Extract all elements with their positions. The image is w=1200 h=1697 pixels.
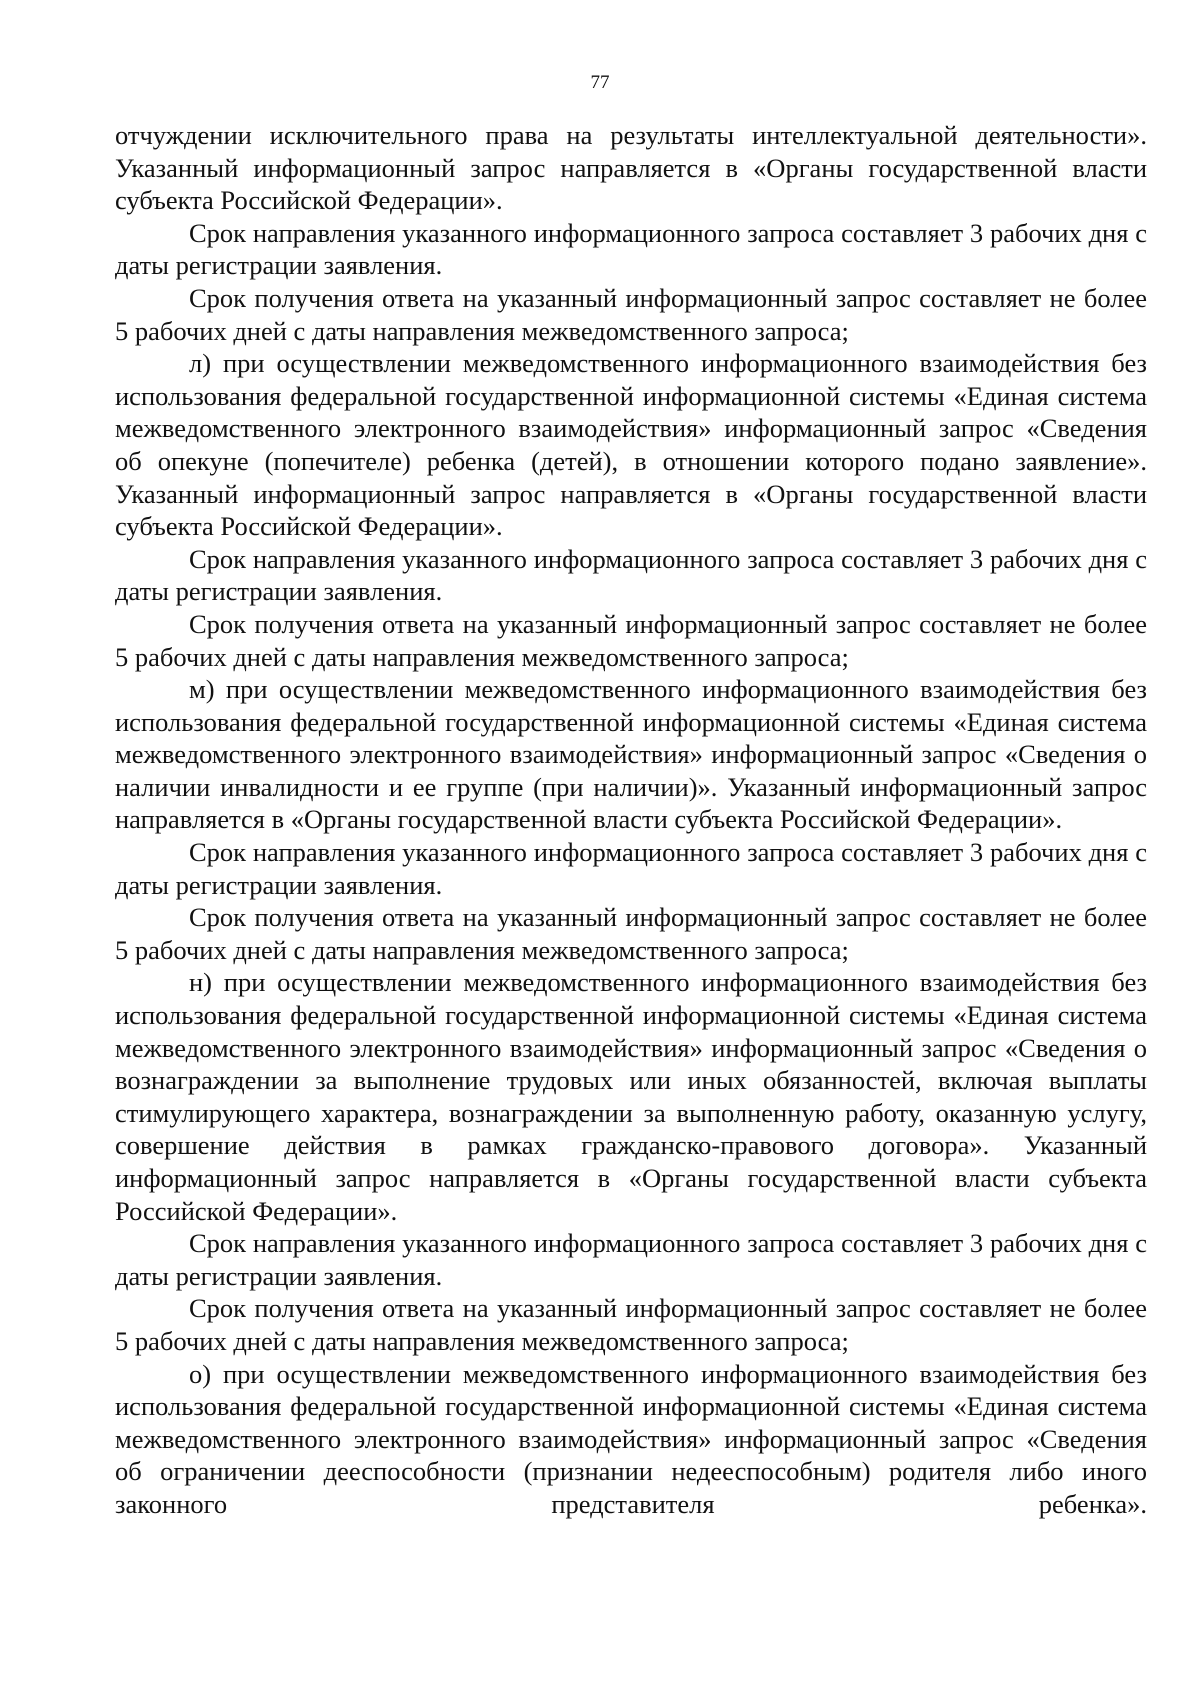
paragraph-item-o: о) при осуществлении межведомственного информационного взаимодействия без использования федеральной государственной информационной системы «Единая система межведомственного электронного взаимодействия» информационный запрос «Сведения об ограничении дееспособности (признании недееспособным) родителя либо иного законного представителя ребенка». <box>115 1358 1147 1519</box>
page-number: 77 <box>590 72 610 93</box>
paragraph-request-deadline: Срок направления указанного информационного запроса составляет 3 рабочих дня с даты регистрации заявления. <box>115 543 1147 607</box>
paragraph-request-deadline: Срок направления указанного информационного запроса составляет 3 рабочих дня с даты регистрации заявления. <box>115 217 1147 281</box>
paragraph-response-deadline: Срок получения ответа на указанный информационный запрос составляет не более 5 рабочих дней с даты направления межведомственного запроса; <box>115 608 1147 672</box>
paragraph-continuation: отчуждении исключительного права на результаты интеллектуальной деятельности». Указанный информационный запрос направляется в «Органы государственной власти субъекта Российской Федерации». <box>115 120 1147 216</box>
paragraph-request-deadline: Срок направления указанного информационного запроса составляет 3 рабочих дня с даты регистрации заявления. <box>115 1228 1147 1291</box>
paragraph-request-deadline: Срок направления указанного информационного запроса составляет 3 рабочих дня с даты регистрации заявления. <box>115 837 1147 900</box>
paragraph-item-l: л) при осуществлении межведомственного информационного взаимодействия без использования федеральной государственной информационной системы «Единая система межведомственного электронного взаимодействия» информационный запрос «Сведения об опекуне (попечителе) ребенка (детей), в отношении которого подано заявление». Указанный информационный запрос направляется в «Органы государственной власти субъекта Российской Федерации». <box>115 348 1147 542</box>
paragraph-response-deadline: Срок получения ответа на указанный информационный запрос составляет не более 5 рабочих дней с даты направления межведомственного запроса; <box>115 282 1147 346</box>
paragraph-item-m: м) при осуществлении межведомственного информационного взаимодействия без использования федеральной государственной информационной системы «Единая система межведомственного электронного взаимодействия» информационный запрос «Сведения о наличии инвалидности и ее группе (при наличии)». Указанный информационный запрос направляется в «Органы государственной власти субъекта Российской Федерации». <box>115 674 1147 835</box>
paragraph-response-deadline: Срок получения ответа на указанный информационный запрос составляет не более 5 рабочих дней с даты направления межведомственного запроса; <box>115 902 1147 965</box>
document-body <box>115 119 1147 1521</box>
paragraph-item-n: н) при осуществлении межведомственного информационного взаимодействия без использования федеральной государственной информационной системы «Единая система межведомственного электронного взаимодействия» информационный запрос «Сведения о вознаграждении за выполнение трудовых или иных обязанностей, включая выплаты стимулирующего характера, вознаграждении за выполненную работу, оказанную услугу, совершение действия в рамках гражданско-правового договора». Указанный информационный запрос направляется в «Органы государственной власти субъекта Российской Федерации». <box>115 967 1147 1226</box>
paragraph-response-deadline: Срок получения ответа на указанный информационный запрос составляет не более 5 рабочих дней с даты направления межведомственного запроса; <box>115 1293 1147 1356</box>
